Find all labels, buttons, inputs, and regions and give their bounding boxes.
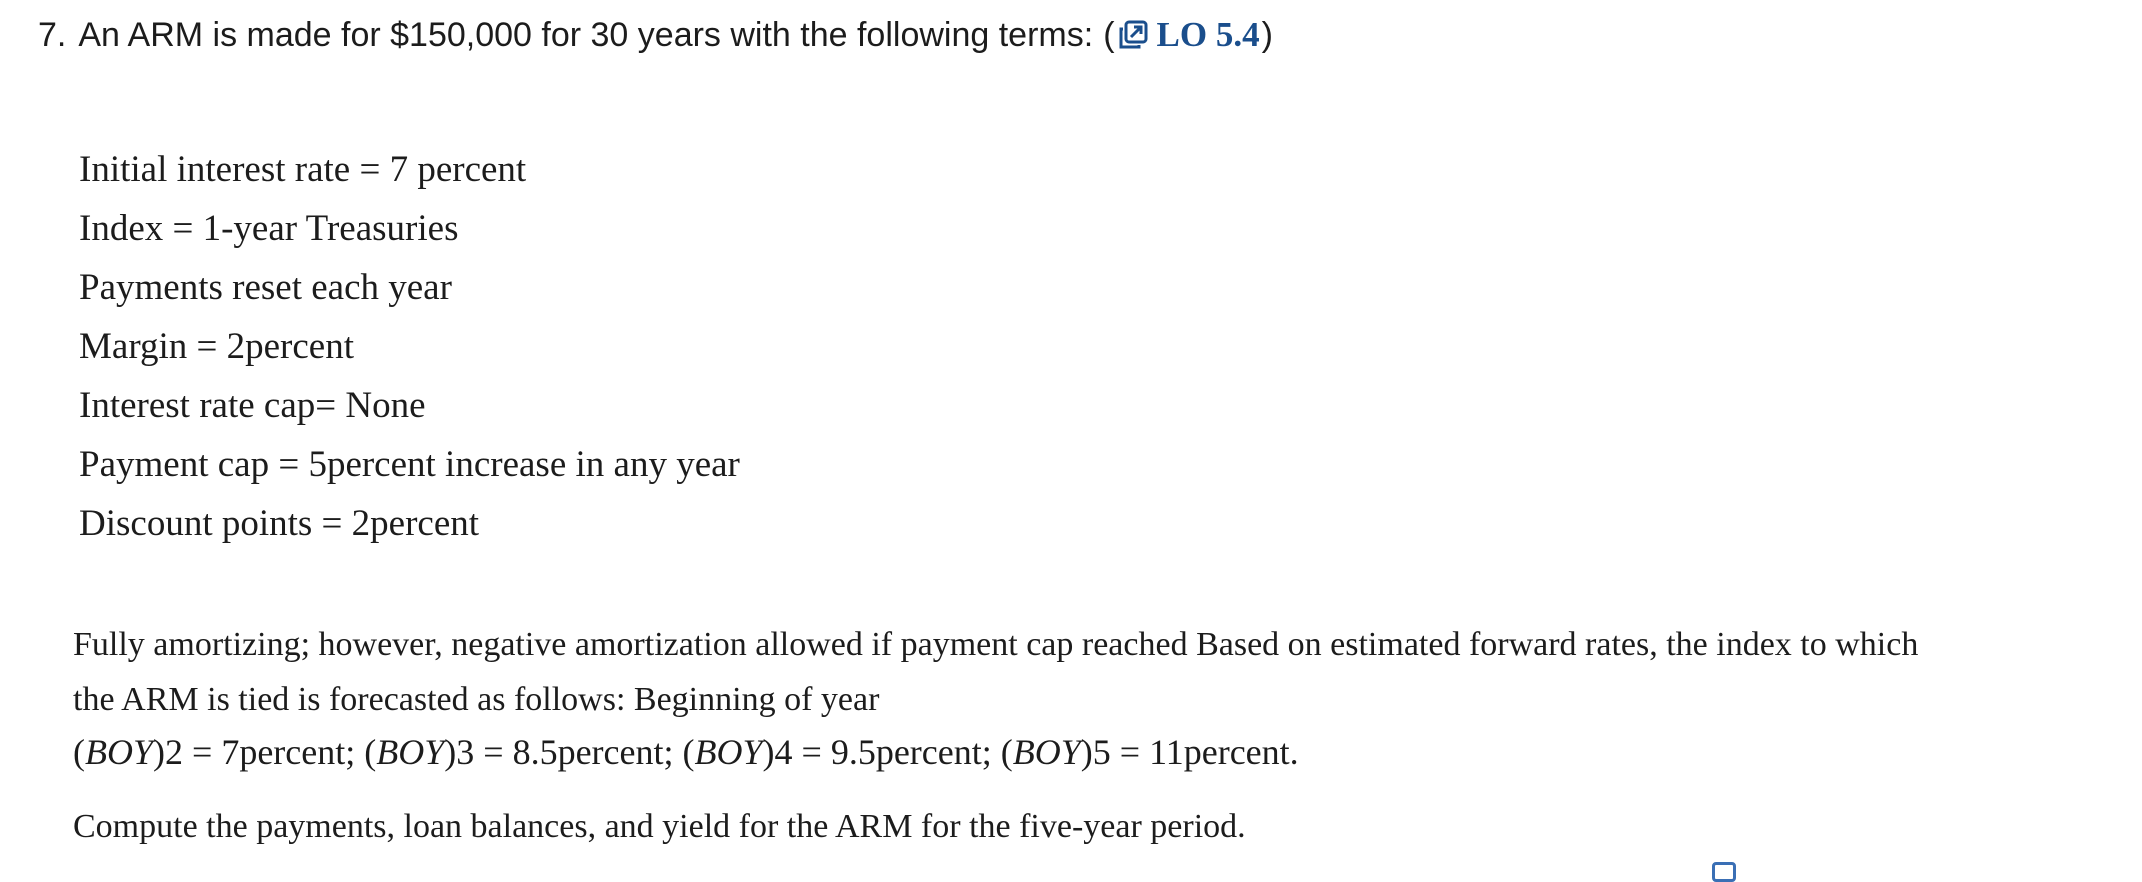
term-discount-points: Discount points = 2percent: [79, 503, 480, 544]
close-paren: ): [1261, 16, 1273, 54]
paragraph-line: the ARM is tied is forecasted as follows: Beginning of year: [73, 681, 880, 718]
learning-objective-link[interactable]: [1117, 12, 1260, 58]
boy-term: BOY: [376, 732, 445, 772]
question-text: An ARM is made for $150,000 for 30 years with the following terms:: [78, 16, 1094, 54]
term-payment-reset: Payments reset each year: [79, 267, 452, 308]
forecast-equation: (BOY)2 = 7percent; (BOY)3 = 8.5percent; (BOY)4 = 9.5percent; (BOY)5 = 11percent.: [73, 732, 1299, 772]
forecast-year-2: 2 = 7percent;: [165, 732, 365, 772]
forecast-year-4: 4 = 9.5percent;: [774, 732, 1001, 772]
boy-term: BOY: [694, 732, 763, 772]
term-initial-rate: Initial interest rate = 7 percent: [79, 149, 527, 190]
forecast-year-5: 5 = 11percent.: [1092, 732, 1299, 772]
forecast-year-3: 3 = 8.5percent;: [456, 732, 683, 772]
external-link-icon: [1117, 19, 1149, 51]
instruction-text: Compute the payments, loan balances, and yield for the ARM for the five-year period.: [73, 808, 1246, 845]
term-index: Index = 1-year Treasuries: [79, 208, 459, 249]
term-payment-cap: Payment cap = 5percent increase in any year: [79, 444, 740, 485]
amortization-paragraph: [73, 617, 1918, 727]
term-margin: Margin = 2percent: [79, 326, 354, 367]
boy-term: BOY: [85, 732, 154, 772]
term-rate-cap: Interest rate cap= None: [79, 385, 426, 426]
question-header: [38, 12, 1273, 58]
boy-term: BOY: [1012, 732, 1081, 772]
terms-list: [79, 140, 740, 553]
learning-objective-label: LO 5.4: [1156, 15, 1260, 54]
question-number: 7.: [38, 16, 67, 54]
open-paren: (: [1103, 16, 1115, 54]
partial-link-icon[interactable]: [1712, 862, 1736, 882]
paragraph-line: Fully amortizing; however, negative amortization allowed if payment cap reached Based on estimated forward rates, the index to which: [73, 626, 1919, 663]
